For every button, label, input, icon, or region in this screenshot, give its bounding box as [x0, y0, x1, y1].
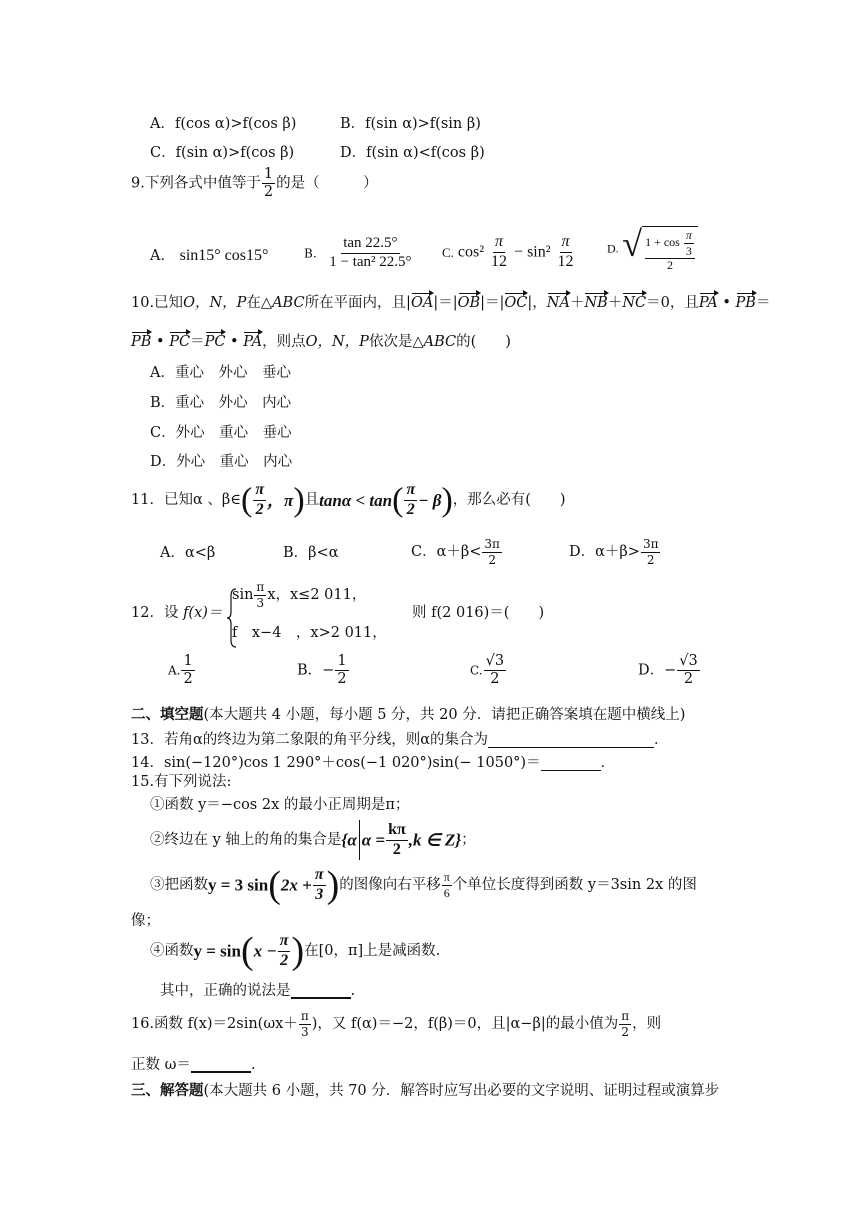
q16-answer-blank[interactable] — [191, 1071, 251, 1073]
q9-option-a: A． sin15° cos15° — [150, 247, 269, 264]
q10-option-b: B．重心 外心 内心 — [150, 395, 292, 411]
vector-oa: OA — [410, 295, 434, 311]
section-2-header: 二、填空题(本大题共 4 小题，每小题 5 分，共 20 分．请把正确答案填在题中横线上) — [131, 706, 686, 723]
q9-option-d: D. √ 1 + cos $\frac{\pi}{3}$ 2 — [607, 226, 698, 271]
q11-option-d: D．α＋β> $\frac{3\pi}{2}$ — [569, 537, 659, 567]
vector-nc: NC — [622, 295, 647, 311]
q14-answer-blank[interactable] — [541, 770, 601, 771]
q15-statement-3: ③把函数y = 3 sin(2x + $\frac{\pi}{3}$ )的图像向右平移 $\frac{\pi}{6}$ 个单位长度得到函数 y＝3sin 2x 的图 — [150, 864, 697, 906]
q12-option-d: D．− $\frac{√3}{2}$ — [638, 653, 698, 688]
q15-stem: 15.有下列说法: — [131, 774, 232, 790]
q11-option-a: A．α<β — [160, 545, 216, 561]
q16-line2: 正数 ω＝ . — [131, 1057, 256, 1073]
vector-ob: OB — [457, 295, 481, 311]
vector-na: NA — [546, 295, 570, 311]
vector-pb-2: PB — [131, 334, 152, 350]
q11-stem: 11．已知α 、β∈( $\frac{\pi}{2}$ ，π)且tanα < tan( $\frac{\pi}{2}$ − β)，那么必有( ) — [131, 481, 566, 519]
vector-pc: PC — [169, 334, 191, 350]
q15-conclusion: 其中，正确的说法是 . — [160, 983, 356, 999]
q8-option-c: C．f(sin α)>f(cos β) — [150, 145, 295, 161]
q11-option-c: C．α＋β< $\frac{3\pi}{2}$ — [411, 537, 500, 567]
q8-option-d: D．f(sin α)<f(cos β) — [340, 145, 485, 161]
q10-option-d: D．外心 重心 内心 — [150, 454, 293, 470]
q10-option-a: A．重心 外心 垂心 — [150, 365, 291, 381]
q16-line1: 16.函数 f(x)＝2sin(ωx＋ $\frac{\pi}{3}$ )，又 f(α)＝−2，f(β)＝0，且|α−β|的最小值为 $\frac{\pi}{2}$ ，则 — [131, 1009, 662, 1039]
q9-option-b: B. $\frac{\tan 22.5^\circ}{\text{1 − tan² 22.5°}}$ — [304, 235, 412, 270]
q13-answer-blank[interactable] — [488, 747, 654, 748]
q8-option-a: A．f(cos α)>f(cos β) — [150, 116, 297, 132]
q12-case-2: f x−4 ，x>2 011， — [232, 625, 387, 641]
vector-nb: NB — [584, 295, 608, 311]
q15-statement-2: ②终边在 y 轴上的角的集合是{α α = $\frac{k\pi}{2}$ ,k ∈ Z}； — [150, 820, 476, 860]
vector-pa: PA — [698, 295, 718, 311]
q15-statement-1: ①函数 y＝−cos 2x 的最小正周期是π； — [150, 797, 410, 813]
vector-pb: PB — [735, 295, 756, 311]
q15-statement-4: ④函数y = sin(x − $\frac{\pi}{2}$ )在[0，π]上是减函数. — [150, 930, 441, 972]
q11-option-b: B．β<α — [283, 545, 339, 561]
q12-option-b: B．− $\frac{1}{2}$ — [297, 653, 347, 688]
vector-oc: OC — [504, 295, 528, 311]
q10-line2: PB • PC＝PC • PA，则点O，N，P依次是△ABC的( ) — [131, 334, 511, 350]
q9-stem: 9.下列各式中值等于 $\frac{1}{2}$ 的是（ ） — [131, 166, 378, 201]
q15-answer-blank[interactable] — [291, 997, 351, 999]
q14: 14．sin(−120°)cos 1 290°＋cos(−1 020°)sin(− 1050°)＝ ． — [131, 755, 616, 771]
q12-ask: 则 f(2 016)＝( ) — [412, 605, 545, 621]
q9-option-c: C. cos² $\frac{\pi}{12}$ − sin² $\frac{\pi}{12}$ — [442, 233, 574, 270]
q10-line1: 10.已知O，N，P在△ABC所在平面内，且|OA|＝|OB|＝|OC|，NA＋NB＋NC＝0，且PA • PB＝ — [131, 295, 771, 311]
q12-option-a: A. $\frac{1}{2}$ — [168, 653, 193, 688]
q12-option-c: C. $\frac{√3}{2}$ — [470, 653, 505, 688]
q13: 13．若角α的终边为第二象限的角平分线，则α的集合为 ． — [131, 732, 669, 748]
vector-pa-2: PA — [243, 334, 263, 350]
q10-option-c: C．外心 重心 垂心 — [150, 425, 292, 441]
q9-half-fraction: $\frac{1}{2}$ — [263, 166, 274, 201]
vector-pc-2: PC — [204, 334, 226, 350]
q15-statement-3-cont: 像； — [131, 913, 160, 929]
sqrt-symbol: √ 1 + cos $\frac{\pi}{3}$ 2 — [622, 226, 698, 271]
q8-option-b: B．f(sin α)>f(sin β) — [340, 116, 481, 132]
q12-case-1: sin $\frac{\pi}{3}$ x，x≤2 011， — [232, 580, 367, 610]
q12-stem: 12．设 f(x)＝ — [131, 605, 223, 621]
section-3-header: 三、解答题(本大题共 6 小题，共 70 分．解答时应写出必要的文字说明、证明过程或演算步 — [131, 1082, 720, 1099]
